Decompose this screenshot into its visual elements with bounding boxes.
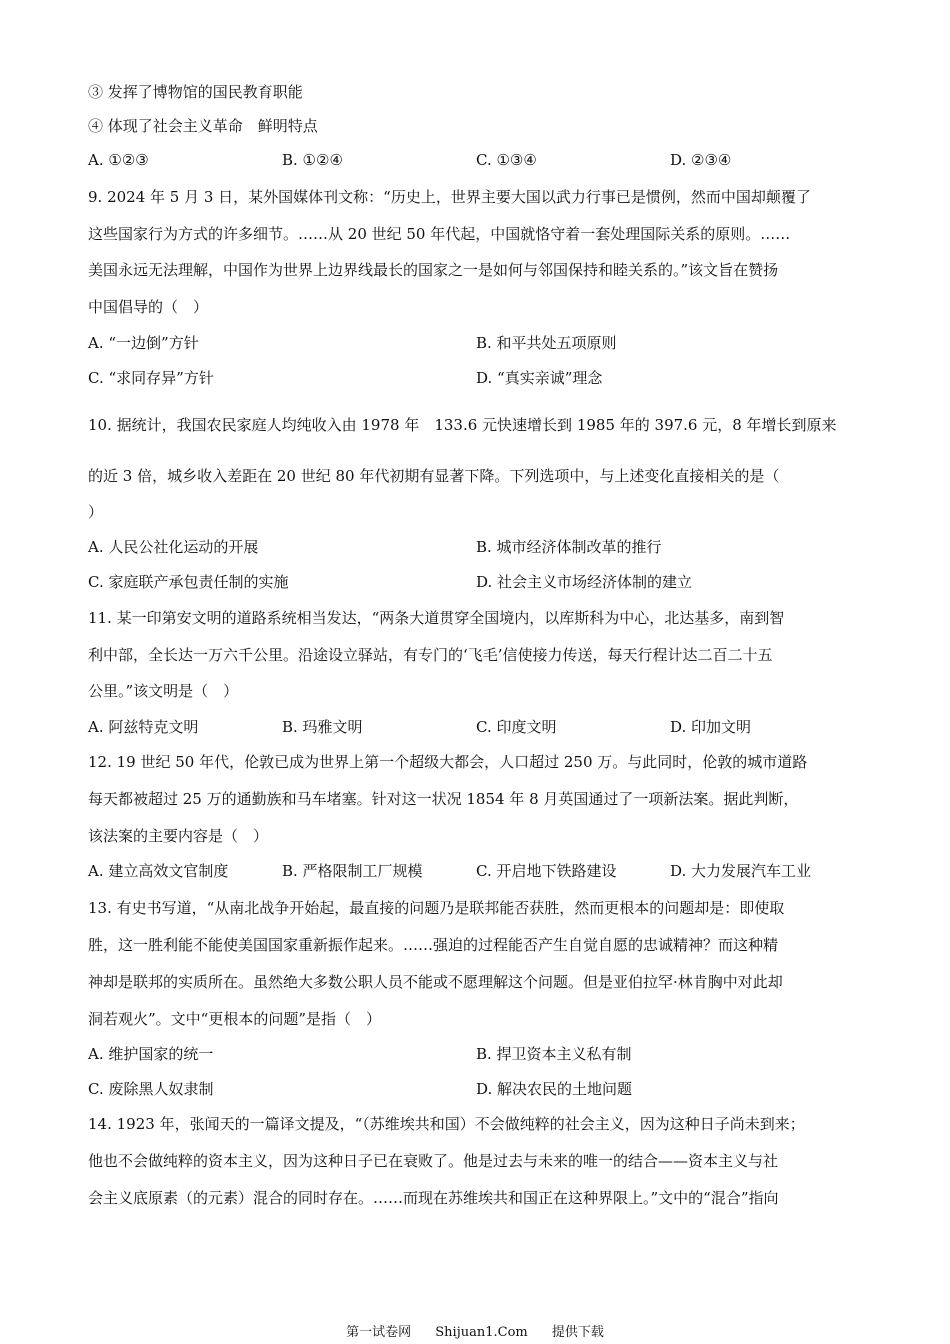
q9-option-d: D. “真实亲诚”理念 bbox=[476, 369, 603, 387]
q12-stem-line-1: 12. 19 世纪 50 年代，伦敦已成为世界上第一个超级大都会，人口超过 250 万。与此同时，伦敦的城市道路 bbox=[88, 753, 808, 771]
q10-stem-line-3: ） bbox=[88, 503, 104, 521]
q8-option-b: B. ①②④ bbox=[282, 151, 343, 169]
q12-option-d: D. 大力发展汽车工业 bbox=[670, 862, 812, 880]
q8-option-a: A. ①②③ bbox=[88, 151, 149, 169]
footer-site-name: 第一试卷网 bbox=[346, 1325, 412, 1340]
q8-option-d: D. ②③④ bbox=[670, 151, 732, 169]
q12-stem-line-2: 每天都被超过 25 万的通勤族和马车堵塞。针对这一状况 1854 年 8 月英国通过了一项新法案。据此判断， bbox=[88, 790, 799, 808]
q10-stem-line-1: 10. 据统计，我国农民家庭人均纯收入由 1978 年 133.6 元快速增长到 1985 年的 397.6 元，8 年增长到原来 bbox=[88, 416, 837, 434]
q12-option-c: C. 开启地下铁路建设 bbox=[476, 862, 617, 880]
q11-stem-line-3: 公里。”该文明是（ ） bbox=[88, 682, 239, 700]
q11-stem-line-2: 利中部，全长达一万六千公里。沿途设立驿站，有专门的‘飞毛’信使接力传送，每天行程计达二百二十五 bbox=[88, 646, 773, 664]
q9-stem-line-1: 9. 2024 年 5 月 3 日，某外国媒体刊文称：“历史上，世界主要大国以武力行事已是惯例，然而中国却颠覆了 bbox=[88, 188, 811, 206]
q12-option-b: B. 严格限制工厂规模 bbox=[282, 862, 423, 880]
q14-stem-line-1: 14. 1923 年，张闻天的一篇译文提及，“（苏维埃共和国）不会做纯粹的社会主义，因为这种日子尚未到来； bbox=[88, 1115, 805, 1133]
q14-stem-line-2: 他也不会做纯粹的资本主义，因为这种日子已在衰败了。他是过去与未来的唯一的结合——资本主义与社 bbox=[88, 1152, 779, 1170]
q11-option-b: B. 玛雅文明 bbox=[282, 718, 363, 736]
q9-option-c: C. “求同存异”方针 bbox=[88, 369, 214, 387]
footer-note: 提供下载 bbox=[551, 1325, 604, 1340]
q8-option-c: C. ①③④ bbox=[476, 151, 537, 169]
q11-option-a: A. 阿兹特克文明 bbox=[88, 718, 199, 736]
q13-stem-line-4: 洞若观火”。文中“更根本的问题”是指（ ） bbox=[88, 1010, 382, 1028]
q9-stem-line-4: 中国倡导的（ ） bbox=[88, 298, 209, 316]
q10-option-b: B. 城市经济体制改革的推行 bbox=[476, 538, 662, 556]
q13-stem-line-3: 神却是联邦的实质所在。虽然绝大多数公职人员不能或不愿理解这个问题。但是亚伯拉罕·林肯胸中对此却 bbox=[88, 973, 783, 991]
q13-option-d: D. 解决农民的土地问题 bbox=[476, 1080, 633, 1098]
q11-option-c: C. 印度文明 bbox=[476, 718, 557, 736]
q9-stem-line-2: 这些国家行为方式的许多细节。……从 20 世纪 50 年代起，中国就恪守着一套处理国际关系的原则。…… bbox=[88, 225, 791, 243]
q11-option-d: D. 印加文明 bbox=[670, 718, 752, 736]
q10-stem-line-2: 的近 3 倍，城乡收入差距在 20 世纪 80 年代初期有显著下降。下列选项中，与上述变化直接相关的是（ bbox=[88, 467, 780, 485]
q9-option-a: A. “一边倒”方针 bbox=[88, 334, 199, 352]
q10-option-c: C. 家庭联产承包责任制的实施 bbox=[88, 573, 289, 591]
q10-option-a: A. 人民公社化运动的开展 bbox=[88, 538, 259, 556]
q12-stem-line-3: 该法案的主要内容是（ ） bbox=[88, 827, 269, 845]
page-footer bbox=[0, 1324, 950, 1342]
q11-stem-line-1: 11. 某一印第安文明的道路系统相当发达，“两条大道贯穿全国境内，以库斯科为中心，北达基多，南到智 bbox=[88, 609, 785, 627]
q13-option-a: A. 维护国家的统一 bbox=[88, 1045, 214, 1063]
footer-domain[interactable]: Shijuan1.Com bbox=[435, 1325, 528, 1340]
q13-option-b: B. 捍卫资本主义私有制 bbox=[476, 1045, 632, 1063]
q10-option-d: D. 社会主义市场经济体制的建立 bbox=[476, 573, 693, 591]
q8-statement-3: ③ 发挥了博物馆的国民教育职能 bbox=[88, 83, 303, 101]
q8-statement-4: ④ 体现了社会主义革命 鲜明特点 bbox=[88, 117, 318, 135]
q12-option-a: A. 建立高效文官制度 bbox=[88, 862, 229, 880]
q13-stem-line-1: 13. 有史书写道，“从南北战争开始起，最直接的问题乃是联邦能否获胜，然而更根本的问题却是：即使取 bbox=[88, 899, 785, 917]
q14-stem-line-3: 会主义底原素（的元素）混合的同时存在。……而现在苏维埃共和国正在这种界限上。”文中的“混合”指向 bbox=[88, 1189, 779, 1207]
q13-option-c: C. 废除黑人奴隶制 bbox=[88, 1080, 214, 1098]
q13-stem-line-2: 胜，这一胜利能不能使美国国家重新振作起来。……强迫的过程能否产生自觉自愿的忠诚精神？而这种精 bbox=[88, 936, 779, 954]
q9-stem-line-3: 美国永远无法理解，中国作为世界上边界线最长的国家之一是如何与邻国保持和睦关系的。”该文旨在赞扬 bbox=[88, 261, 779, 279]
q9-option-b: B. 和平共处五项原则 bbox=[476, 334, 617, 352]
